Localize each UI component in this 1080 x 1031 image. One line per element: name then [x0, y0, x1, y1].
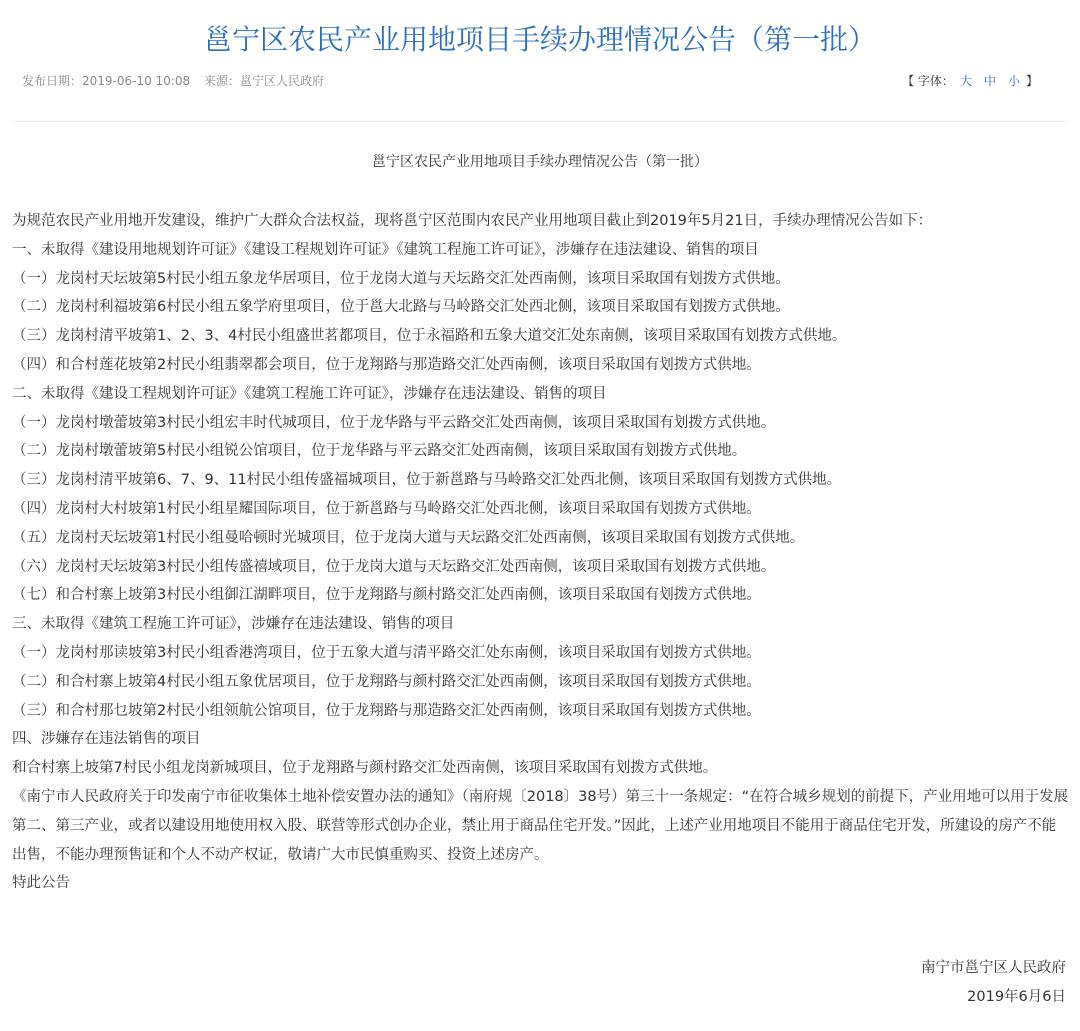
- section-heading: 二、未取得《建设工程规划许可证》《建筑工程施工许可证》，涉嫌存在违法建设、销售的项目: [12, 385, 607, 402]
- list-item: （一）龙岗村墩蕾坡第3村民小组宏丰时代城项目，位于龙华路与平云路交汇处西南侧，该项目采取国有划拨方式供地。: [12, 414, 776, 431]
- font-large-link[interactable]: 大: [959, 74, 972, 88]
- list-item: （二）龙岗村墩蕾坡第5村民小组锐公馆项目，位于龙华路与平云路交汇处西南侧，该项目采取国有划拨方式供地。: [12, 443, 747, 460]
- list-item: （一）龙岗村天坛坡第5村民小组五象龙华居项目，位于龙岗大道与天坛路交汇处西南侧，该项目采取国有划拨方式供地。: [12, 270, 790, 287]
- list-item: （一）龙岗村那读坡第3村民小组香港湾项目，位于五象大道与清平路交汇处东南侧，该项目采取国有划拨方式供地。: [12, 644, 761, 661]
- divider: [12, 121, 1068, 122]
- closing: 特此公告: [12, 875, 70, 892]
- list-item: （三）和合村那乜坡第2村民小组领航公馆项目，位于龙翔路与那造路交汇处西南侧，该项目采取国有划拨方式供地。: [12, 702, 761, 719]
- signature-org: 南宁市邕宁区人民政府: [921, 960, 1066, 976]
- section-heading: 三、未取得《建筑工程施工许可证》，涉嫌存在违法建设、销售的项目: [12, 616, 455, 633]
- font-size-switcher: [902, 72, 1038, 89]
- article-subtitle: 邕宁区农民产业用地项目手续办理情况公告（第一批）: [372, 154, 708, 170]
- signature-date: 2019年6月6日: [967, 989, 1066, 1005]
- font-size-label: 【 字体：: [902, 74, 954, 88]
- list-item: （四）和合村莲花坡第2村民小组翡翠都会项目，位于龙翔路与那造路交汇处西南侧，该项目采取国有划拨方式供地。: [12, 356, 761, 373]
- list-item: （二）和合村寨上坡第4村民小组五象优居项目，位于龙翔路与颜村路交汇处西南侧，该项目采取国有划拨方式供地。: [12, 673, 761, 690]
- list-item: （二）龙岗村利福坡第6村民小组五象学府里项目，位于邕大北路与马岭路交汇处西北侧，该项目采取国有划拨方式供地。: [12, 299, 790, 316]
- page-title: 邕宁区农民产业用地项目手续办理情况公告（第一批）: [203, 23, 876, 56]
- section-heading: 一、未取得《建设用地规划许可证》《建设工程规划许可证》《建筑工程施工许可证》，涉嫌存在违法建设、销售的项目: [12, 241, 759, 258]
- paragraph: 为规范农民产业用地开发建设，维护广大群众合法权益，现将邕宁区范围内农民产业用地项目截止到2019年5月21日，手续办理情况公告如下：: [12, 213, 933, 229]
- section-heading: 四、涉嫌存在违法销售的项目: [12, 731, 201, 748]
- font-size-label-close: 】: [1025, 74, 1038, 88]
- list-item: （四）龙岗村大村坡第1村民小组星耀国际项目，位于新邕路与马岭路交汇处西北侧，该项目采取国有划拨方式供地。: [12, 500, 761, 517]
- source: 来源：邕宁区人民政府: [203, 74, 324, 88]
- list-item: （三）龙岗村清平坡第6、7、9、11村民小组传盛福城项目，位于新邕路与马岭路交汇处西北侧，该项目采取国有划拨方式供地。: [12, 472, 842, 489]
- list-item: （七）和合村寨上坡第3村民小组御江湖畔项目，位于龙翔路与颜村路交汇处西南侧，该项目采取国有划拨方式供地。: [12, 587, 761, 604]
- list-item: （三）龙岗村清平坡第1、2、3、4村民小组盛世茗都项目，位于永福路和五象大道交汇处东南侧，该项目采取国有划拨方式供地。: [12, 328, 847, 345]
- list-item: （五）龙岗村天坛坡第1村民小组曼哈顿时光城项目，位于龙岗大道与天坛路交汇处西南侧，该项目采取国有划拨方式供地。: [12, 529, 805, 546]
- font-medium-link[interactable]: 中: [983, 74, 996, 88]
- publish-date: 发布日期：2019-06-10 10:08: [22, 74, 191, 88]
- signature: [921, 954, 1066, 1012]
- article-meta: [22, 72, 334, 89]
- legal-paragraph: 《南宁市人民政府关于印发南宁市征收集体土地补偿安置办法的通知》（南府规〔2018〕38号）第三十一条规定：“在符合城乡规划的前提下，产业用地可以用于发展第二、第三产业，或者以建设用地使用权入股、联营等形式创办企业，禁止用于商品住宅开发。”因此，上述产业用地项目不能用于商品住宅开发，所建设的房产不能出售，不能办理预售证和个人不动产权证，敬请广大市民慎重购买、投资上述房产。: [12, 788, 1069, 863]
- list-item: 和合村寨上坡第7村民小组龙岗新城项目，位于龙翔路与颜村路交汇处西南侧，该项目采取国有划拨方式供地。: [12, 760, 718, 777]
- list-item: （六）龙岗村天坛坡第3村民小组传盛禧域项目，位于龙岗大道与天坛路交汇处西南侧，该项目采取国有划拨方式供地。: [12, 558, 776, 575]
- font-small-link[interactable]: 小: [1007, 74, 1020, 88]
- article-body: [12, 207, 1070, 898]
